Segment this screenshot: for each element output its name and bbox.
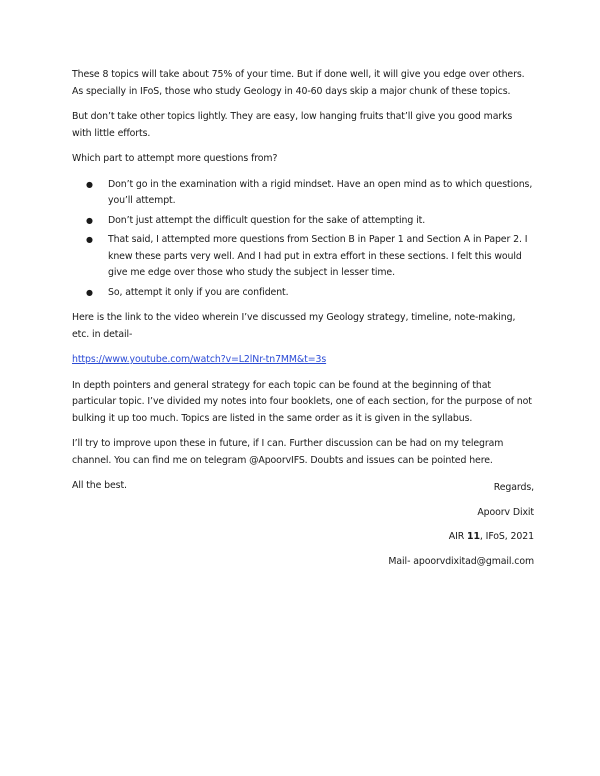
advice-list <box>72 177 534 302</box>
rank-number: 11 <box>467 531 480 542</box>
email-line: Mail- apoorvdixitad@gmail.com <box>388 555 534 567</box>
paragraph-video-link-intro: Here is the link to the video wherein I’ve discussed my Geology strategy, timeline, note-making, etc. in detail- <box>72 312 516 340</box>
author-name: Apoorv Dixit <box>477 506 534 518</box>
list-item: ● That said, I attempted more questions from Section B in Paper 1 and Section A in Paper 2. I knew these parts very well. And I had put in extra effort in these sections. I felt this would give me edge over those who study the subject in lesser time. <box>86 234 528 278</box>
paragraph-in-depth-pointers: In depth pointers and general strategy for each topic can be found at the beginning of that particular topic. I’ve divided my notes into four booklets, one of each section, for the purpose of not bulking it up too much. Topics are listed in the same order as it is given in the syllabus. <box>72 379 532 424</box>
bullet-icon: ● <box>86 287 93 297</box>
paragraph-topics-time: These 8 topics will take about 75% of your time. But if done well, it will give you edge over others. As specially in IFoS, those who study Geology in 40-60 days skip a major chunk of these topics. <box>72 69 525 97</box>
video-link-paragraph <box>72 352 534 369</box>
list-item: ● Don’t go in the examination with a rigid mindset. Have an open mind as to which questions, you’ll attempt. <box>86 178 533 206</box>
bullet-icon: ● <box>86 179 93 189</box>
bullet-icon: ● <box>86 235 93 244</box>
list-item: ● Don’t just attempt the difficult question for the sake of attempting it. <box>108 213 534 230</box>
paragraph-other-topics: But don’t take other topics lightly. They are easy, low hanging fruits that’ll give you good marks with little efforts. <box>72 111 513 139</box>
regards-line: Regards, <box>493 482 534 493</box>
list-item: ● So, attempt it only if you are confident. <box>108 285 534 302</box>
document-body <box>72 67 534 504</box>
signature-block <box>234 480 534 578</box>
paragraph-telegram: I’ll try to improve upon these in future, if I can. Further discussion can be had on my telegram channel. You can find me on telegram @ApoorvIFS. Doubts and issues can be pointed here. <box>72 438 504 466</box>
paragraph-all-the-best: All the best. <box>72 480 127 491</box>
bullet-icon: ● <box>86 215 93 225</box>
youtube-link[interactable]: https://www.youtube.com/watch?v=L2lNr-tn7MM&t=3s <box>72 354 327 365</box>
rank-line: AIR 11, IFoS, 2021 <box>448 531 534 542</box>
paragraph-which-part: Which part to attempt more questions from? <box>72 153 278 164</box>
